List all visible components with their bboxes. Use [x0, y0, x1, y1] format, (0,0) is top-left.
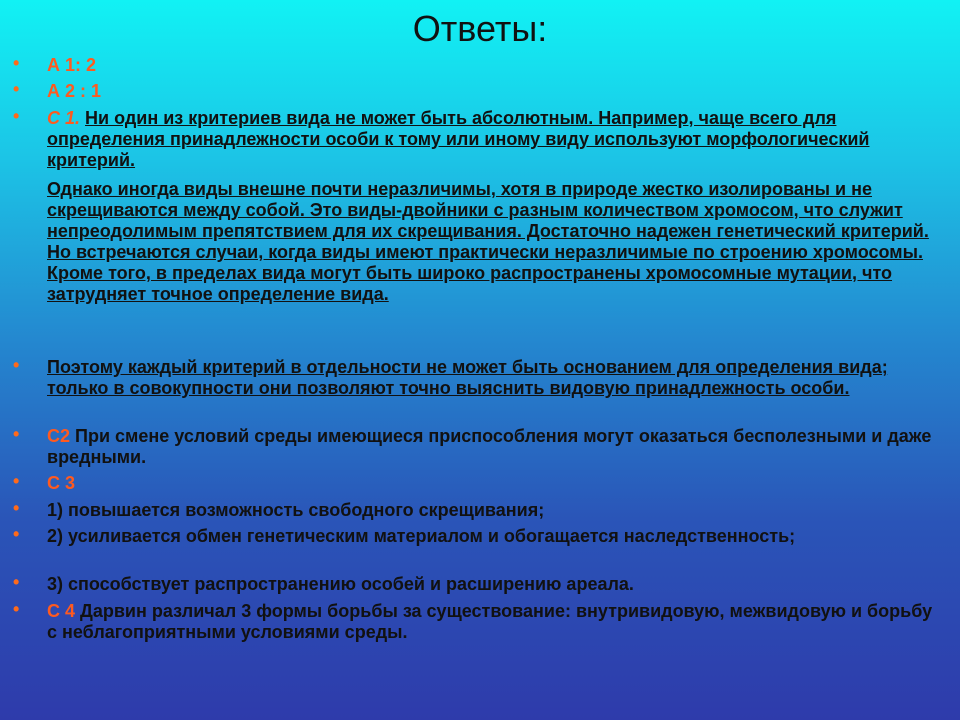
bullet: • — [13, 53, 20, 73]
answer-c1-text: Ни один из критериев вида не может быть абсолютным. Например, чаще всего для определения принадлежности особи к тому или иному виду используют морфологический критерий. — [47, 108, 870, 170]
answer-c1-conclusion-text: Поэтому каждый критерий в отдельности не может быть основанием для определения вида; только в совокупности они позволяют точно выяснить видовую принадлежность особи. — [47, 357, 888, 398]
bullet: • — [13, 106, 20, 126]
bullet: • — [13, 79, 20, 99]
bullet: • — [13, 471, 20, 491]
answer-c3-point-3 — [13, 572, 937, 595]
answer-c3-point-1 — [13, 498, 937, 521]
bullet: • — [13, 524, 20, 544]
answer-c4 — [13, 599, 937, 643]
answer-c3-label: С 3 — [47, 473, 76, 493]
answer-c2-label: С2 — [47, 426, 71, 446]
answer-a2 — [13, 79, 937, 102]
bullet: • — [13, 498, 20, 518]
answer-c3-point-3-text: 3) способствует распространению особей и расширению ареала. — [47, 574, 634, 594]
answer-c1-conclusion — [13, 355, 937, 399]
answer-c3 — [13, 471, 937, 494]
answer-c4-label: С 4 — [47, 601, 76, 621]
answer-a2-text: А 2 : 1 — [47, 81, 102, 101]
bullet: • — [13, 424, 20, 444]
bullet: • — [13, 355, 20, 375]
answer-c3-point-2-text: 2) усиливается обмен генетическим материалом и обогащается наследственность; — [47, 526, 796, 546]
answer-c2-text: При смене условий среды имеющиеся приспособления могут оказаться бесполезными и даже вредными. — [47, 426, 932, 467]
answer-a1 — [13, 53, 937, 76]
answer-c1 — [13, 106, 937, 305]
answer-c3-point-1-text: 1) повышается возможность свободного скрещивания; — [47, 500, 545, 520]
answer-c2 — [13, 424, 937, 468]
slide-title: Ответы: — [412, 8, 548, 49]
answer-a1-text: А 1: 2 — [47, 55, 97, 75]
answer-c1-text-continued: Однако иногда виды внешне почти неразличимы, хотя в природе жестко изолированы и не скрещиваются между собой. Это виды-двойники с разным количеством хромосом, что служит непреодолимым препятствием для их скрещивания. Достаточно надежен генетический критерий. Но встречаются случаи, когда виды имеют практически неразличимые по строению хромосомы. Кроме того, в пределах вида могут быть широко распространены хромосомные мутации, что затрудняет точное определение вида. — [47, 179, 929, 304]
answer-c3-point-2 — [13, 524, 937, 547]
bullet: • — [13, 599, 20, 619]
bullet: • — [13, 572, 20, 592]
answer-c4-text: Дарвин различал 3 формы борьбы за существование: внутривидовую, межвидовую и борьбу с неблагоприятными условиями среды. — [47, 601, 933, 642]
answer-c1-label: С 1. — [47, 108, 81, 128]
